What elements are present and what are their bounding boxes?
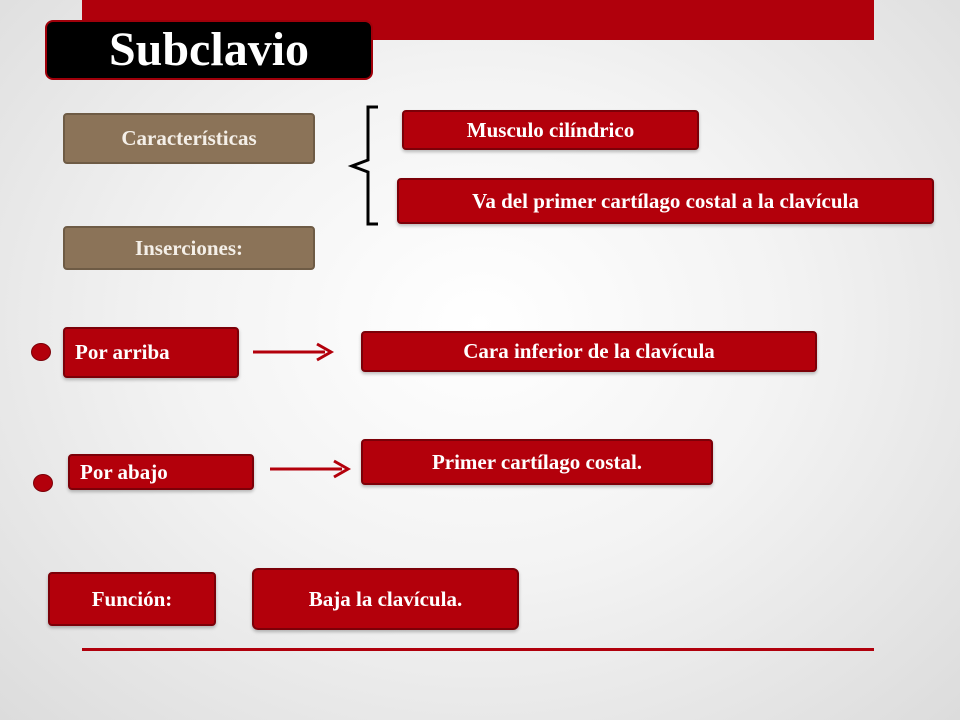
caracteristica-item-2: Va del primer cartílago costal a la clavícula xyxy=(397,178,934,224)
caracteristica-item-1: Musculo cilíndrico xyxy=(402,110,699,150)
caracteristicas-label: Características xyxy=(63,113,315,164)
bullet-icon xyxy=(31,343,51,361)
por-abajo-value: Primer cartílago costal. xyxy=(361,439,713,485)
bottom-divider xyxy=(82,648,874,651)
por-arriba-value: Cara inferior de la clavícula xyxy=(361,331,817,372)
bullet-icon xyxy=(33,474,53,492)
arrow-right-icon xyxy=(270,458,352,480)
funcion-value: Baja la clavícula. xyxy=(252,568,519,630)
funcion-label: Función: xyxy=(48,572,216,626)
inserciones-label: Inserciones: xyxy=(63,226,315,270)
por-abajo-label: Por abajo xyxy=(68,454,254,490)
page-title: Subclavio xyxy=(45,20,373,80)
por-arriba-label: Por arriba xyxy=(63,327,239,378)
arrow-right-icon xyxy=(253,341,335,363)
brace-icon xyxy=(344,104,384,228)
